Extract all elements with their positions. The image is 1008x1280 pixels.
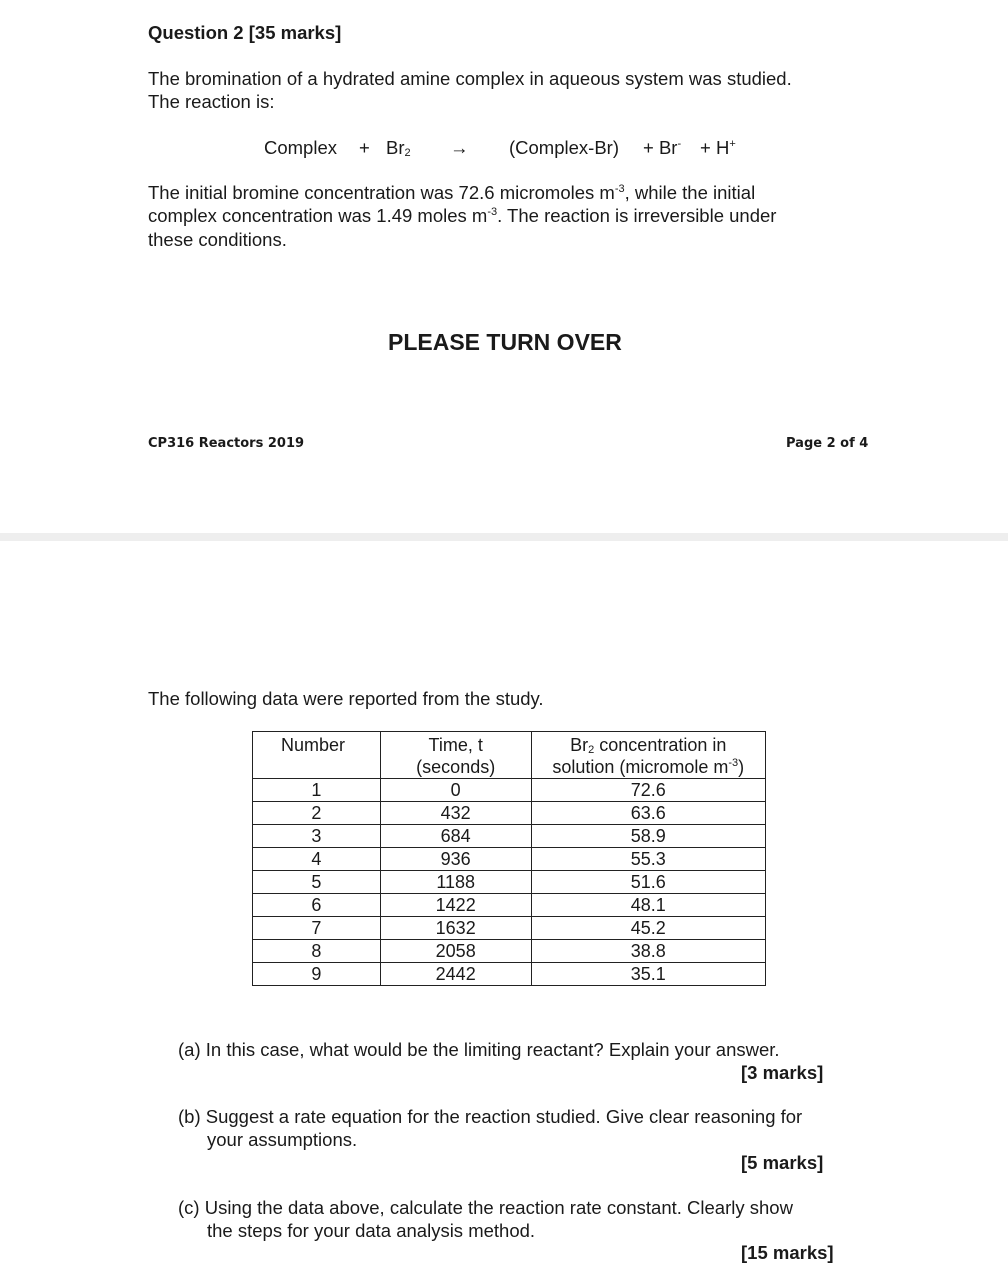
cell-number: 3 xyxy=(253,825,381,848)
table-row xyxy=(253,779,766,802)
page-separator xyxy=(0,533,1008,541)
reaction-plus: + xyxy=(359,137,370,158)
cell-number: 7 xyxy=(253,917,381,940)
cell-time: 1632 xyxy=(380,917,531,940)
cell-concentration: 48.1 xyxy=(531,894,765,917)
question-c-line-2: the steps for your data analysis method. xyxy=(207,1220,536,1241)
cell-concentration: 38.8 xyxy=(531,940,765,963)
cell-time: 0 xyxy=(380,779,531,802)
table-row xyxy=(253,940,766,963)
table-row xyxy=(253,963,766,986)
paragraph-line-1: The initial bromine concentration was 72.6 micromoles $m^{-3}$, while the initial xyxy=(148,182,756,203)
table-header-row xyxy=(253,732,766,779)
cell-time: 1422 xyxy=(380,894,531,917)
reaction-reactant-1: Complex xyxy=(264,137,337,158)
cell-concentration: 51.6 xyxy=(531,871,765,894)
table-row xyxy=(253,802,766,825)
header-time: Time, t (seconds) xyxy=(380,732,531,779)
question-heading: Question 2 [35 marks] xyxy=(148,22,342,43)
header-number: Number xyxy=(253,732,381,779)
table-row xyxy=(253,848,766,871)
question-c-marks: [15 marks] xyxy=(741,1242,834,1263)
cell-concentration: 45.2 xyxy=(531,917,765,940)
table-row xyxy=(253,894,766,917)
footer-course: CP316 Reactors 2019 xyxy=(148,436,305,451)
cell-concentration: 72.6 xyxy=(531,779,765,802)
cell-time: 684 xyxy=(380,825,531,848)
reaction-product-2: + Br- xyxy=(643,137,682,158)
cell-number: 5 xyxy=(253,871,381,894)
cell-time: 2442 xyxy=(380,963,531,986)
paragraph-line-2: complex concentration was 1.49 moles $m^{-3}$. The reaction is irreversible under xyxy=(148,205,777,226)
footer-page-number: Page 2 of 4 xyxy=(786,436,869,451)
cell-time: 936 xyxy=(380,848,531,871)
question-b-line-2: your assumptions. xyxy=(207,1129,358,1150)
turn-over-notice: PLEASE TURN OVER xyxy=(388,329,622,355)
question-a: (a) In this case, what would be the limiting reactant? Explain your answer. xyxy=(178,1039,780,1060)
cell-concentration: 55.3 xyxy=(531,848,765,871)
reaction-reactant-2: $Br_2$ xyxy=(386,137,411,159)
intro-line-1: The bromination of a hydrated amine complex in aqueous system was studied. xyxy=(148,68,792,89)
cell-time: 1188 xyxy=(380,871,531,894)
cell-number: 9 xyxy=(253,963,381,986)
reaction-arrow: → xyxy=(450,137,469,158)
cell-number: 6 xyxy=(253,894,381,917)
reaction-product-3: + H+ xyxy=(700,137,736,158)
cell-concentration: 35.1 xyxy=(531,963,765,986)
cell-number: 8 xyxy=(253,940,381,963)
cell-concentration: 63.6 xyxy=(531,802,765,825)
intro-line-2: The reaction is: xyxy=(148,91,275,112)
data-intro: The following data were reported from the study. xyxy=(148,688,544,709)
cell-time: 2058 xyxy=(380,940,531,963)
question-b-line-1: (b) Suggest a rate equation for the reaction studied. Give clear reasoning for xyxy=(178,1106,803,1127)
question-a-marks: [3 marks] xyxy=(741,1062,824,1083)
paragraph-line-3: these conditions. xyxy=(148,229,287,250)
table-row xyxy=(253,917,766,940)
header-concentration: $Br_2$ concentration in solution (micromole $m^{-3}$) xyxy=(531,732,765,779)
table-row xyxy=(253,825,766,848)
table-row xyxy=(253,871,766,894)
question-b-marks: [5 marks] xyxy=(741,1152,824,1173)
reaction-product-1: (Complex-Br) xyxy=(509,137,619,158)
cell-number: 2 xyxy=(253,802,381,825)
cell-number: 4 xyxy=(253,848,381,871)
question-c-line-1: (c) Using the data above, calculate the reaction rate constant. Clearly show xyxy=(178,1197,793,1218)
cell-time: 432 xyxy=(380,802,531,825)
data-table xyxy=(252,731,766,986)
cell-concentration: 58.9 xyxy=(531,825,765,848)
cell-number: 1 xyxy=(253,779,381,802)
